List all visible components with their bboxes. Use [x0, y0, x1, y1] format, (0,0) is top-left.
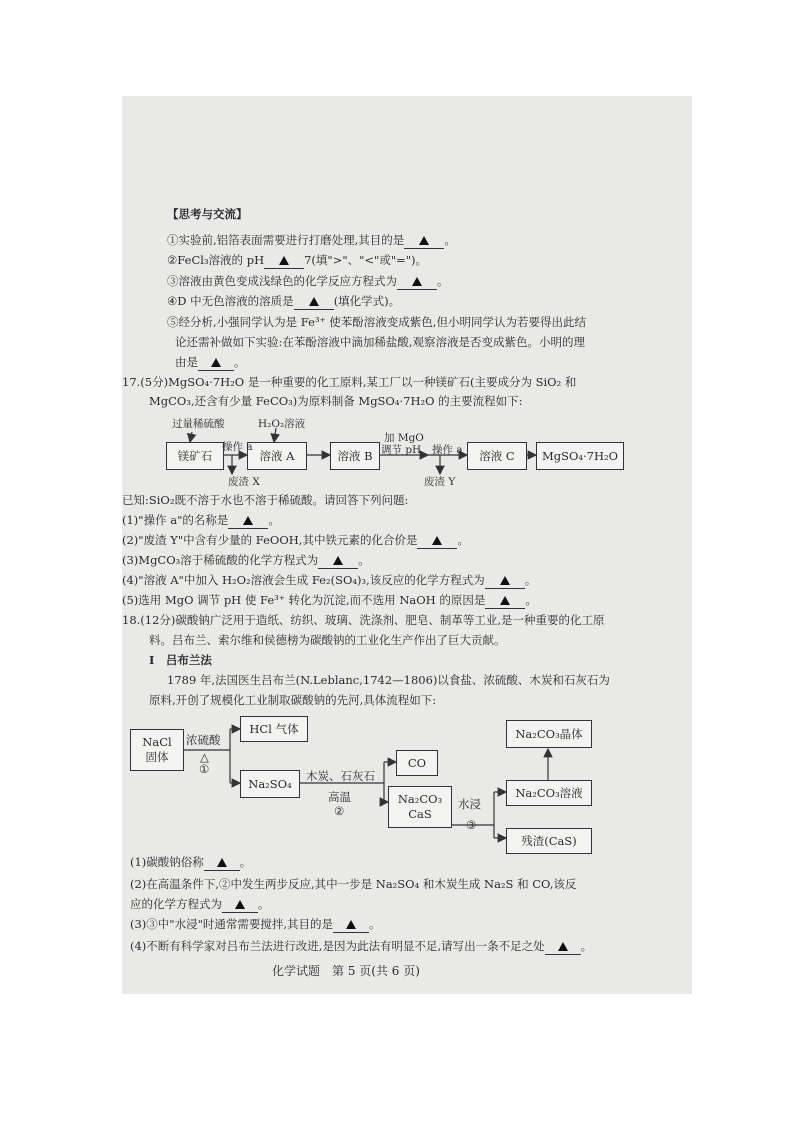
- flow-diagram-leblanc: [122, 96, 692, 896]
- box-solution-c: 溶液 C: [467, 442, 527, 470]
- box-na2co3-crystal: Na₂CO₃晶体: [506, 720, 592, 748]
- label-step-3: ③: [466, 818, 477, 832]
- think-item-3: ③溶液由黄色变成浅绿色的化学反应方程式为 。: [167, 274, 449, 288]
- q18-para-line2: 原料,开创了规模化工业制取碳酸钠的先河,具体流程如下:: [149, 693, 437, 707]
- think-item-2: ②FeCl₃溶液的 pH 7(填">"、"<"或"=")。: [167, 253, 428, 267]
- q17-known: 已知:SiO₂既不溶于水也不溶于稀硫酸。请回答下列问题:: [122, 493, 409, 507]
- q18-item-4: (4)不断有科学家对吕布兰法进行改进,是因为此法有明显不足,请写出一条不足之处 。: [130, 939, 593, 953]
- label-carbon-limestone: 木炭、石灰石: [306, 769, 375, 783]
- think-item-5-line3: 由是 。: [175, 355, 246, 369]
- q18-item-3: (3)③中"水浸"时通常需要搅拌,其目的是 。: [130, 917, 381, 931]
- label-step-1: ①: [199, 762, 210, 776]
- box-product: MgSO₄·7H₂O: [536, 442, 624, 470]
- box-na2so4: Na₂SO₄: [240, 770, 300, 798]
- box-na2co3-solution: Na₂CO₃溶液: [506, 780, 592, 806]
- q17-stem-line1: 17.(5分)MgSO₄·7H₂O 是一种重要的化工原料,某工厂以一种镁矿石(主要成分为 SiO₂ 和: [122, 375, 577, 389]
- q18-item-2-line2: 应的化学方程式为 。: [130, 897, 270, 911]
- label-high-temp: 高温: [328, 790, 351, 804]
- q17-item-1: (1)"操作 a"的名称是 。: [122, 513, 280, 527]
- answer-blank[interactable]: [204, 854, 240, 871]
- box-solution-b: 溶液 B: [330, 442, 380, 470]
- box-ore: 镁矿石: [166, 442, 224, 470]
- answer-blank[interactable]: [222, 896, 258, 913]
- label-adjust-ph: 调节 pH: [381, 444, 422, 456]
- label-h2o2: H₂O₂溶液: [258, 418, 306, 430]
- think-item-1: ①实验前,铝箔表面需要进行打磨处理,其目的是 。: [167, 233, 456, 247]
- q17-stem-line2: MgCO₃,还含有少量 FeCO₃)为原料制备 MgSO₄·7H₂O 的主要流程如下:: [149, 394, 523, 408]
- q18-item-2-line1: (2)在高温条件下,②中发生两步反应,其中一步是 Na₂SO₄ 和木炭生成 Na₂S 和 CO,该反: [130, 877, 577, 891]
- think-item-5-line1: ⑤经分析,小强同学认为是 Fe³⁺ 使苯酚溶液变成紫色,但小明同学认为若要得出此结: [167, 315, 586, 329]
- box-solution-a: 溶液 A: [247, 442, 307, 470]
- q18-item-1: (1)碳酸钠俗称 。: [130, 855, 252, 869]
- box-co: CO: [396, 750, 438, 776]
- answer-blank[interactable]: [545, 938, 581, 955]
- page-footer: 化学试题 第 5 页(共 6 页): [272, 964, 420, 978]
- label-heat: △: [200, 750, 209, 764]
- flow2-arrows: [122, 96, 692, 896]
- q18-para-line1: 1789 年,法国医生吕布兰(N.Leblanc,1742—1806)以食盐、浓硫酸、木炭和石灰石为: [167, 673, 610, 687]
- label-water-soak: 水浸: [458, 797, 481, 811]
- section-title: 【思考与交流】: [167, 207, 248, 221]
- answer-triangle-icon: [346, 920, 356, 929]
- q17-item-3: (3)MgCO₃溶于稀硫酸的化学方程式为 。: [122, 553, 370, 567]
- label-conc-acid: 浓硫酸: [186, 733, 221, 747]
- label-add-mgo: 加 MgO: [384, 432, 424, 444]
- box-residue: 残渣(CaS): [506, 828, 592, 854]
- think-item-4: ④D 中无色溶液的溶质是 (填化学式)。: [167, 294, 401, 308]
- answer-triangle-icon: [235, 900, 245, 909]
- box-mixture: Na₂CO₃ CaS: [388, 786, 452, 828]
- q17-item-2: (2)"废渣 Y"中含有少量的 FeOOH,其中铁元素的化合价是 。: [122, 533, 469, 547]
- box-nacl: NaCl 固体: [130, 729, 184, 771]
- answer-triangle-icon: [558, 942, 568, 951]
- label-step-2: ②: [334, 804, 345, 818]
- label-acid: 过量稀硫酸: [172, 418, 225, 430]
- think-item-5-line2: 论还需补做如下实验:在苯酚溶液中滴加稀盐酸,观察溶液是否变成紫色。小明的理: [175, 335, 586, 349]
- q18-stem-line2: 料。吕布兰、索尔维和侯德榜为碳酸钠的工业化生产作出了巨大贡献。: [149, 633, 506, 647]
- q18-stem-line1: 18.(12分)碳酸钠广泛用于造纸、纺织、玻璃、洗涤剂、肥皂、制革等工业,是一种重要的化工原: [122, 613, 605, 627]
- answer-triangle-icon: [217, 858, 227, 867]
- answer-blank[interactable]: [333, 916, 369, 933]
- q18-section-title: Ⅰ 吕布兰法: [149, 653, 212, 667]
- label-op-a-1: 操作 a: [222, 441, 253, 453]
- q17-item-4: (4)"溶液 A"中加入 H₂O₂溶液会生成 Fe₂(SO₄)₃,该反应的化学方程式为 。: [122, 573, 537, 587]
- box-hcl: HCl 气体: [240, 716, 308, 742]
- label-waste-x: 废渣 X: [228, 476, 260, 488]
- label-op-a-2: 操作 a: [432, 444, 463, 456]
- label-waste-y: 废渣 Y: [424, 476, 456, 488]
- q17-item-5: (5)选用 MgO 调节 pH 使 Fe³⁺ 转化为沉淀,而不选用 NaOH 的原因是 。: [122, 593, 537, 607]
- exam-page: [122, 96, 692, 994]
